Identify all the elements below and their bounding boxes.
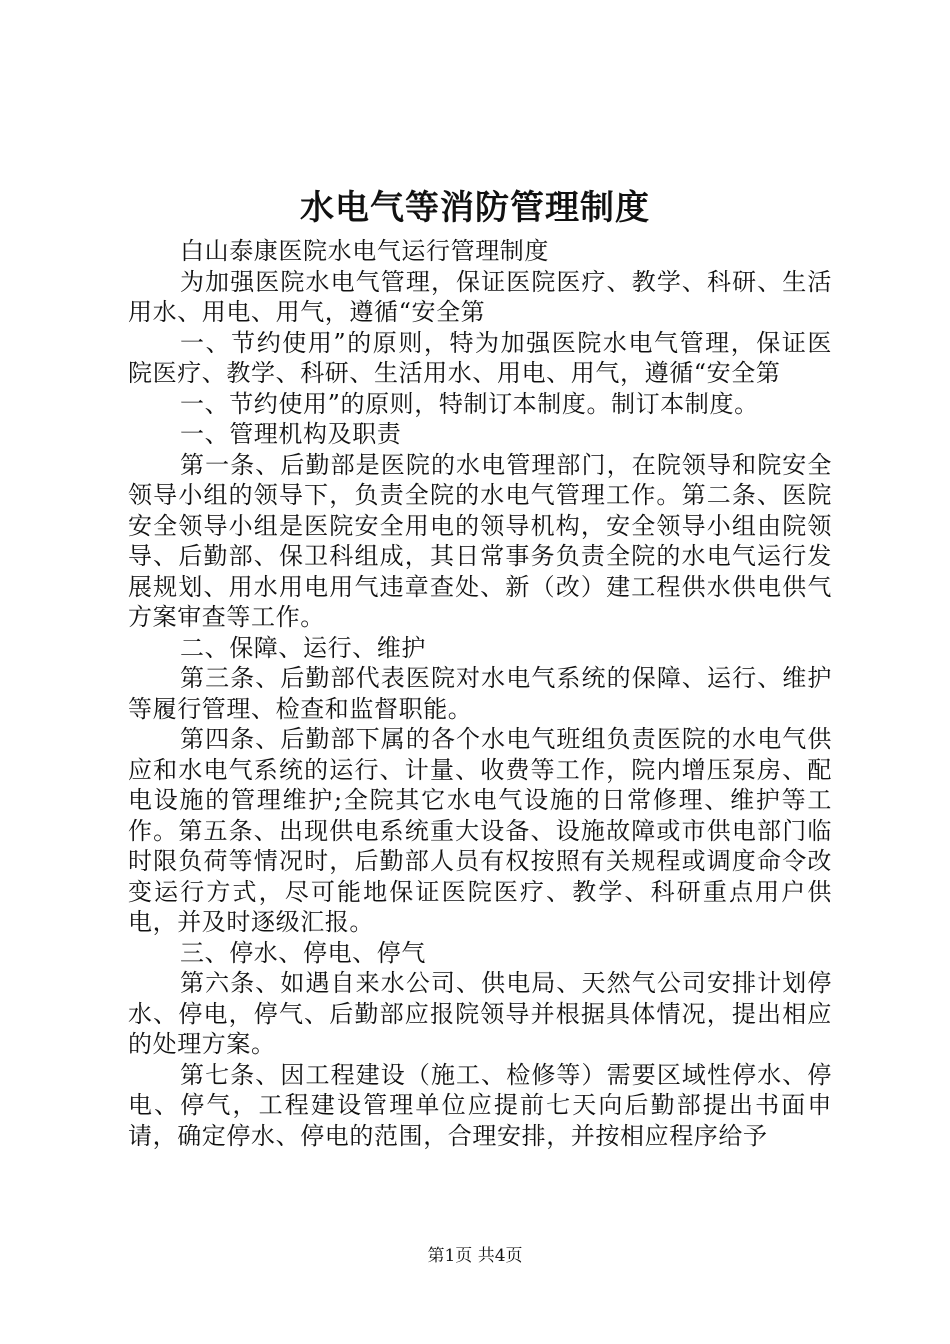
paragraph: 一、节约使用”的原则，特为加强医院水电气管理，保证医院医疗、教学、科研、生活用水、用电、用气，遵循“安全第 [128, 328, 832, 387]
paragraph: 第六条、如遇自来水公司、供电局、天然气公司安排计划停水、停电，停气、后勤部应报院领导并根据具体情况，提出相应的处理方案。 [128, 969, 832, 1058]
paragraph: 第四条、后勤部下属的各个水电气班组负责医院的水电气供应和水电气系统的运行、计量、收费等工作，院内增压泵房、配电设施的管理维护;全院其它水电气设施的日常修理、维护等工作。第五条、出现供电系统重大设备、设施故障或市供电部门临时限负荷等情况时，后勤部人员有权按照有关规程或调度命令改变运行方式，尽可能地保证医院医疗、教学、科研重点用户供电，并及时逐级汇报。 [128, 725, 832, 936]
page-number: 第1页 共4页 [427, 1246, 523, 1266]
paragraph: 第三条、后勤部代表医院对水电气系统的保障、运行、维护等履行管理、检查和监督职能。 [128, 664, 832, 723]
section-heading: 三、停水、停电、停气 [180, 938, 426, 967]
section-heading: 二、保障、运行、维护 [180, 633, 426, 662]
paragraph: 第一条、后勤部是医院的水电管理部门，在院领导和院安全领导小组的领导下，负责全院的水电气管理工作。第二条、医院安全领导小组是医院安全用电的领导机构，安全领导小组由院领导、后勤部、保卫科组成，其日常事务负责全院的水电气运行发展规划、用水用电用气违章查处、新（改）建工程供水供电供气方案审查等工作。 [128, 450, 832, 631]
document-body [128, 236, 832, 1151]
paragraph: 一、节约使用”的原则，特制订本制度。制订本制度。 [180, 389, 759, 418]
section-heading: 一、管理机构及职责 [180, 420, 402, 448]
paragraph: 为加强医院水电气管理，保证医院医疗、教学、科研、生活用水、用电、用气，遵循“安全第 [128, 267, 832, 326]
page-title: 水电气等消防管理制度 [300, 188, 650, 228]
paragraph: 白山泰康医院水电气运行管理制度 [180, 237, 549, 265]
paragraph: 第七条、因工程建设（施工、检修等）需要区域性停水、停电、停气，工程建设管理单位应提前七天向后勤部提出书面申请，确定停水、停电的范围，合理安排，并按相应程序给予 [128, 1060, 832, 1150]
